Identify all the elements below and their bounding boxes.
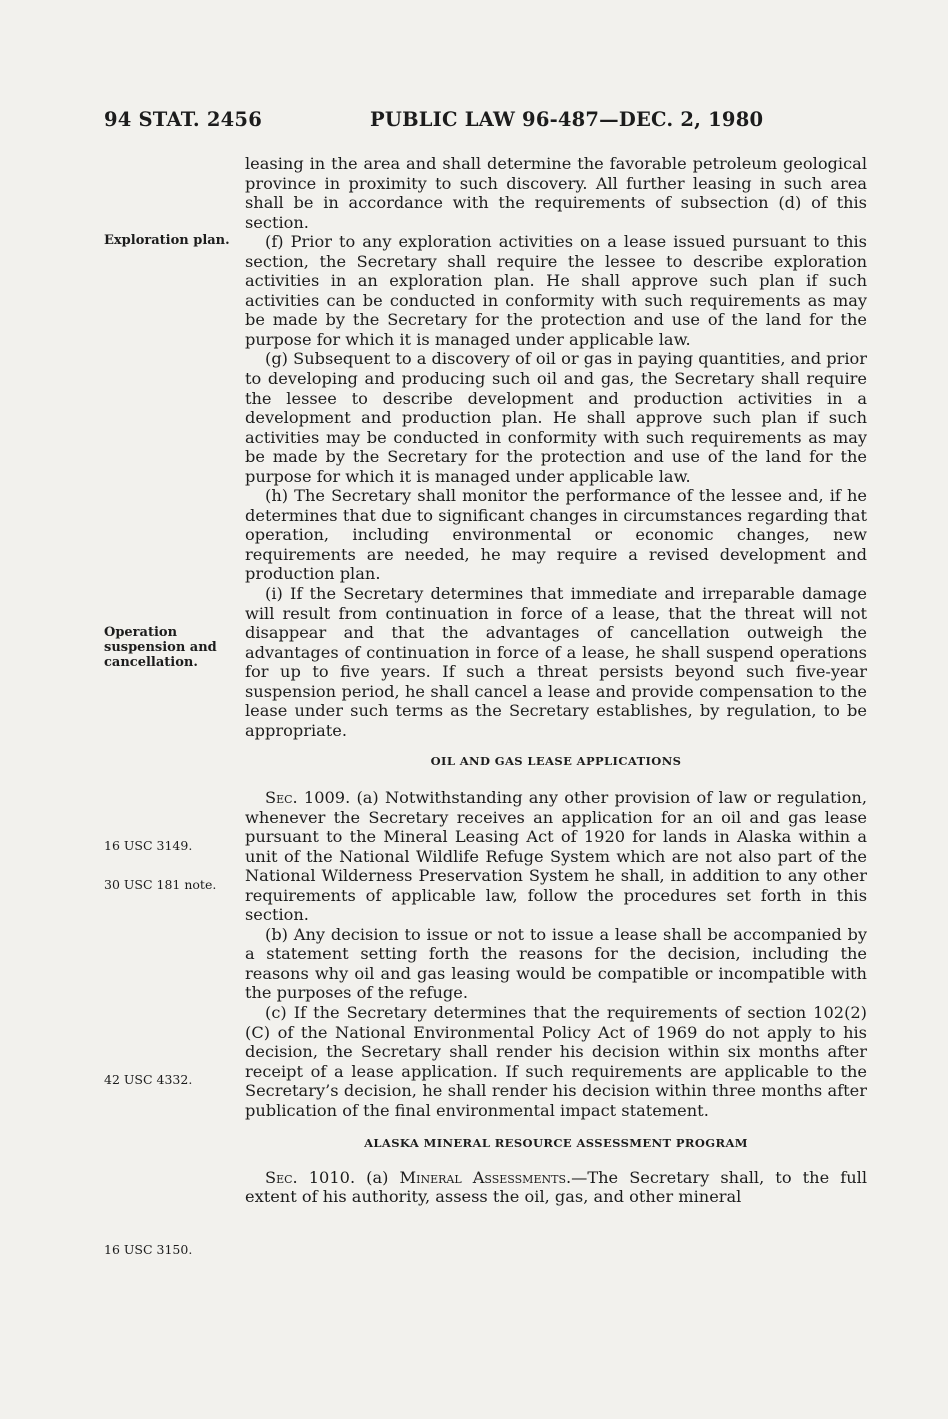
section-1009-a	[245, 788, 867, 925]
sec-label: Sec.	[265, 1167, 298, 1187]
citation-16usc3150: 16 USC 3150.	[104, 1242, 193, 1257]
paragraph-h: (h) The Secretary shall monitor the performance of the lessee and, if he determines that due to significant changes in circumstances regarding that operation, including environmental or economic changes, new requirements are needed, he may require a revised development and production plan.	[245, 486, 867, 584]
section-1009-c: (c) If the Secretary determines that the requirements of section 102(2)(C) of the National Environmental Policy Act of 1969 do not apply to his decision, the Secretary shall render his decision within six months after receipt of a lease application. If such requirements are applicable to the Secretary’s decision, he shall render his decision within three months after publication of the final environmental impact statement.	[245, 1002, 867, 1120]
citation-16usc3149: 16 USC 3149.	[104, 838, 193, 853]
paragraph-g: (g) Subsequent to a discovery of oil or gas in paying quantities, and prior to developing and producing such oil and gas, the Secretary shall require the lessee to describe development and production activities in a development and production plan. He shall approve such plan if such activities may be conducted in conformity with such requirements as may be made by the Secretary for the protection and use of the land for the purpose for which it is managed under applicable law.	[245, 349, 867, 486]
section-1010-a	[245, 1168, 867, 1207]
section-heading-oil-gas: OIL AND GAS LEASE APPLICATIONS	[430, 754, 682, 769]
paragraph-f: (f) Prior to any exploration activities on a lease issued pursuant to this section, the Secretary shall require the lessee to describe exploration activities in an exploration plan. He shall approve such plan if such activities can be conducted in conformity with such requirements as may be made by the Secretary for the protection and use of the land for the purpose for which it is managed under applicable law.	[245, 232, 867, 349]
public-law-header: PUBLIC LAW 96-487—DEC. 2, 1980	[370, 108, 764, 131]
citation-30usc181: 30 USC 181 note.	[104, 877, 217, 892]
citation-42usc4332: 42 USC 4332.	[104, 1072, 193, 1087]
body-text	[245, 154, 867, 1207]
section-heading-mineral: ALASKA MINERAL RESOURCE ASSESSMENT PROGRAM	[364, 1136, 748, 1151]
mineral-assessments-heading: Mineral Assessments	[399, 1167, 566, 1187]
section-1009-b: (b) Any decision to issue or not to issue a lease shall be accompanied by a statement setting forth the reasons for the decision, including the reasons why oil and gas leasing would be compatible or incompatible with the purposes of the refuge.	[245, 924, 867, 1003]
section-1010-a-num: 1010. (a)	[297, 1167, 400, 1187]
sec-label: Sec.	[265, 787, 298, 807]
section-1009-a-text: 1009. (a) Notwithstanding any other provision of law or regulation, whenever the Secretary receives an application for an oil and gas lease pursuant to the Mineral Leasing Act of 1920 for lands in Alaska within a unit of the National Wildlife Refuge System which are not also part of the National Wilderness Preservation System he shall, in addition to any other requirements of applicable law, follow the procedures set forth in this section.	[245, 787, 867, 925]
section-1010-a-text: .—The Secretary shall, to the full extent of his authority, assess the oil, gas, and other mineral	[245, 1167, 867, 1207]
stat-page-number: 94 STAT. 2456	[104, 108, 262, 131]
paragraph-continuation: leasing in the area and shall determine the favorable petroleum geological province in proximity to such discovery. All further leasing in such area shall be in accordance with the requirements of subsection (d) of this section.	[245, 154, 867, 232]
margin-note-operation: Operation suspension and cancellation.	[104, 625, 217, 670]
margin-note-exploration: Exploration plan.	[104, 233, 230, 248]
paragraph-i: (i) If the Secretary determines that immediate and irreparable damage will result from continuation in force of a lease, that the threat will not disappear and that the advantages of cancellation outweigh the advantages of continuation in force of a lease, he shall suspend operations for up to five years. If such a threat persists beyond such five-year suspension period, he shall cancel a lease and provide compensation to the lease under such terms as the Secretary establishes, by regulation, to be appropriate.	[245, 584, 867, 740]
